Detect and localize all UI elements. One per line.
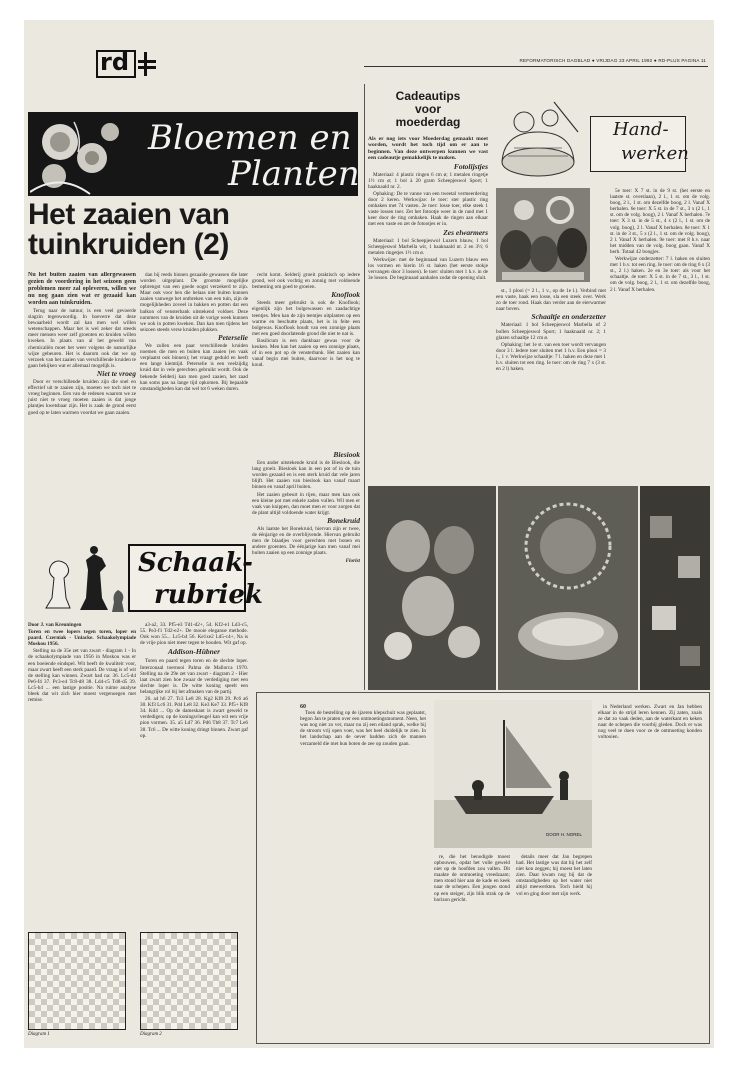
handwerken-text: 5e toer: X 7 st. in de 9 st. (het eerste en laatste st. overslaan), 2 l., 1 st. om de volg. boog, 2 l., 1 st. om dezelfde boog, 2 l. Vanaf X herhalen. 6e toer: X 5 st. in de 7 st., 3 x (2 l., 1 st. om de volg. boog), 2 l. Vanaf X herhalen. 7e toer: X 3 st. in de 5 st., 4 x (2 l., 1 st. om de volg. boog), 2 l. Vanaf X herhalen. 8e toer: X 1 st. in de 3 st., 5 x (2 l., 1 st. om de volg. boog), 2 l. Vanaf X herhalen. 9e toer: met 8 h.v. naar het midden van de volg. boog gaan. Vanaf X herh. Totaal 42 boogjes. xyxy=(610,188,710,255)
subhead-fotolijstjes: Fotolijstjes xyxy=(453,161,488,171)
kruiden-col2-text: dan bij reeds binnen gezaaide gewassen die later worden uitgeplant. De grootste mogelijke opbrengst van een goede oogst verzekerd te zijn. Maar ook voor hen die helaas niet buiten kunnen zaaien vanwege het ontbreken van een tuin, zijn de mogelijkheden zoveel in bakken en potten dat een balkon of vensterbank uitstekend voldoet. Deze nummers van de kruiden uit de vorige week kunnen we ook in potten kweken. Dan kan men tijdens het seizoen steeds verse kruiden plukken. xyxy=(140,272,248,333)
story-number: 60 xyxy=(300,704,306,710)
schaak-title-1: Schaak- xyxy=(138,548,253,578)
story-col1-text: Toen de bestelling op de ijzeren klepschuit was geplaatst, begon Jan te praten over een ontmoetingsmoment. Neen, het was nog niet zo ver, maar nu zij een eiland sprak, welke bij de stroom vrij open voer, was het heel duidelijk te zien. In het landschap aan de oever hadden zich de mannen verzameld die met hun boten de zee op zouden gaan. xyxy=(300,710,426,747)
cadeautips-right-text: st., 1 plooi (= 2 l., 1 v., op de 1e l.). Verbind met een vaste, haak een losse, sla een steek over. Werk zo de toer rond. Haak dan verder aan de eierwarmer naar boven. xyxy=(496,288,606,313)
story-col-2 xyxy=(434,854,510,1034)
schaak-col3-text: 26. a4 h6 27. Tc3 Le8 28. Kg2 Kf8 29. Pc6 a6 30. Kf3 Lc6 31. Pd4 Le8 32. Ke3 Ke7 33. Pf5+ Kf8 34. Kd4 ... Op de dameskant is zwart geweld te verdedigen; op de koningsvleugel kan wit een vrije pion vormen. 35. a5 Ld7 36. Pd6 Tb8 37. Tc7 Le6 38. Tc6 ... De witte koning dringt binnen. Zwart gaf op. xyxy=(140,696,248,739)
story-col-1 xyxy=(300,704,426,1034)
bloemen-banner xyxy=(28,112,358,196)
kruiden-author: Florist xyxy=(345,557,360,564)
cadeautips-intro: Als er nog iets voor Moederdag gemaakt moet worden, wordt het toch tijd om er aan te beginnen. Van deze ontwerpen kunnen we vast een cadeautje gemakkelijk te maken. xyxy=(368,136,488,162)
issue-date: VRIJDAG 23 APRIL 1992 xyxy=(596,58,653,63)
schaak-col-2 xyxy=(140,622,248,928)
rd-logo xyxy=(96,46,156,82)
logo-text: rd xyxy=(100,48,130,76)
craft-photo xyxy=(496,188,590,282)
schaak-col-1 xyxy=(28,622,136,928)
kruiden-col3b-text: Steeds meer gebruikt is ook de Knoflook; eigenlijk zijn het bolgewassen en zaadachtige teentjes. Men kan de zijn teentjes uitplanten op een warme en beschutte plaats, het is in feite een bolgewas. Knoflook houdt van een zonnige plaats met een goed doorlatende grond die niet te nat is. xyxy=(252,300,360,337)
kruiden-col3c-text: Basilicum is een dankbaar gewas voor de keuken. Men kan het zaaien op een zonnige plaats, of in een pot op de vensterbank. Het zaaien kan vanaf begin mei buiten, daarvoor is het nog te koud. xyxy=(252,337,360,369)
chess-pieces-icon xyxy=(28,538,128,618)
cadeautips-col-2 xyxy=(496,288,606,484)
werkwijze-3: Ophaking: het 1e st. van een toer wordt vervangen door 3 l. Iedere toer sluiten met 1 h.v. Een plooi = 3 l., 1 v. Werkwijze schaaltje: 7 l. haken en deze met 1 h.v. sluiten tot een ring. Ie toer: om de ring 7 x (3 st. en 2 l) haken. xyxy=(496,341,606,373)
cadeautips-title-1: Cadeautips xyxy=(395,89,461,103)
crochet-bowl-illustration xyxy=(498,486,638,690)
cozy-photo xyxy=(368,486,496,690)
column-divider xyxy=(364,84,365,690)
chess-diagram-1 xyxy=(28,932,126,1030)
handwerken-banner xyxy=(494,92,708,192)
kruiden-col4c-text: Als laatste het Bonekruid, hiervan zijn er twee, de éénjarige en de overblijvende. Hiervan gebruikt men de blaadjes voor gerechten met bonen en andere groenten. De éénjarige kan men vanaf mei buiten zaaien op een zonnige plaats. xyxy=(252,526,360,557)
handwerken-title-1: Hand- xyxy=(613,119,669,140)
craft-items-illustration xyxy=(496,188,590,282)
cadeautips-col-1 xyxy=(368,136,488,442)
schaak-byline: Door J. van Kreuningen xyxy=(28,622,82,628)
subhead-bonekruid: Bonekruid xyxy=(327,515,360,525)
blocks-illustration xyxy=(640,486,710,690)
bowl-photo xyxy=(498,486,638,690)
flower-illustration xyxy=(30,112,130,196)
materiaal-3: Materiaal: 1 bol Scheepjeswol Marbella of 2 bollen Scheepjeswol Sport; 1 haaknaald nr. 2; 1 glazen schaaltje 12 cm ø. xyxy=(496,322,606,341)
story-artist: DOOR H. NOREL xyxy=(546,832,583,837)
handwerken-title xyxy=(590,116,689,172)
subhead-elwarmers: Zes elwarmers xyxy=(443,227,488,237)
story-col-4 xyxy=(598,704,702,1034)
newspaper-page xyxy=(24,20,714,1048)
blocks-photo xyxy=(640,486,710,690)
schaak-subline: Toren en twee lopers tegen toren, loper en paard. Czerniak - Uniacke. Schaakolympiade Moskou 1956. xyxy=(28,629,136,648)
cadeautips-title-3: moederdag xyxy=(395,115,461,129)
kruiden-col-1 xyxy=(28,272,136,478)
basket-illustration xyxy=(494,92,584,192)
kruiden-col-4 xyxy=(252,450,360,680)
bloemen-title-2: Planten xyxy=(228,154,360,194)
subhead-niet-te-vroeg: Niet te vroeg xyxy=(96,368,136,378)
materiaal-2: Materiaal: 1 bol Scheepjeswol Luzern blauw, 1 bol Scheepjeswol Marbella wit, 1 haaknaald nr. 2 en 3½; 6 metalen ringetjes 1½ cm ø. xyxy=(368,237,488,256)
story-col3-text: details meer dat Jan begrepen had. Het lastige was dat hij het zelf niet kon zeggen; hij moest het laten zien. Daar kwam nog bij dat de omstandigheden op het water niet altijd meewerkten. Toch hield hij vol en ging door met zijn werk. xyxy=(516,854,592,897)
kruiden-col1-text: Terug naar de natuur, is een veel gevoerde slagzin tegenwoordig. In hoeverre dat deze bewaarheid wordt zal kan men wel willen wetenschappen. Maar het is wel zeker dat steeds meer mensen weer zelf groenten en kruiden willen kweken. In plaats van al het geweld van chemicaliën moet het weer volgens de natuurlijke wijze gebeuren. Het is daarom ook dat we op verzoek van het zaaien van verschillende kruiden te gaan bekijken wat er allemaal mogelijk is. xyxy=(28,308,136,369)
cadeautips-title-2: voor xyxy=(414,102,441,116)
handwerken-title-2: werken xyxy=(621,143,689,164)
diagram-2-label: Diagram 2 xyxy=(140,1032,162,1037)
handwerken-onderzetter: Werkwijze onderzetter: 7 l. haken en sluiten met 1 h.v. tot een ring. Ie toer: om de ring 6 x (3 st., 2 l.) haken. 2e en 3e toer: als voor het schaaltje. 4e toer: X 5 st. in de 7 st., 3 l., 1 st. om de volg. boog, 2 l., 1 st. om dezelfde boog, 2 l. Vanaf X herhalen. xyxy=(610,256,710,293)
diagram-1-label: Diagram 1 xyxy=(28,1032,50,1037)
cadeautips-title xyxy=(368,90,488,129)
schaak-col1-text: Stelling na de 35e zet van zwart - diagram 1 - In de schaakolympiade van 1956 in Moskou was er een boeiende eindspel. Wit heeft de kwaliteit voor, maar zwart heeft een sterk paard. De vraag is of wit de stelling kan winnen. Zwart had na: 36. Lc5-d4 Pe6-f4 37. Pc3-e4 Tc8-d8 38. Ld4-c5 Td8-d5 39. Lc5-b4 ... een lastige positie. Na ruime analyse bleek dat wit zich hier moest vergenoegen met remise. xyxy=(28,648,136,704)
story-illustration xyxy=(434,700,592,848)
page-label: RD-PLUS PAGINA 11 xyxy=(658,58,706,63)
kruiden-col2b-text: We zullen een paar verschillende kruiden noemen die men en buiten kan zaaien (en vaak verplaatst ook binnen); het vraagt geduld en heeft een lange kiemtijd. Peterselie is een veelzijdig kruid dat in vele gerechten gebruikt wordt. Ook de bekende Selderij kan men goed zaaien, het zaad kan soms pas na lange tijd opkomen. Bij bepaalde omstandigheden kan dat wel tot 6 weken duren. xyxy=(140,343,248,392)
subhead-peterselie: Peterselie xyxy=(218,332,248,342)
kruiden-col-2 xyxy=(140,272,248,534)
newspaper-name: REFORMATORISCH DAGBLAD xyxy=(519,58,591,63)
kruiden-headline: Het zaaien van tuinkruiden (2) xyxy=(28,198,230,261)
schaak-title xyxy=(128,544,263,612)
subhead-knoflook: Knoflook xyxy=(331,290,360,300)
story-col2-text: re, die het benodigde moest opbouwen, opdat het volle geweld niet op de hoofden zou vallen. Dit maakte de ontmoeting vreedzaam; men stond hier aan de kade en keek naar de schepen. Een jongen stond op een steiger, zijn blik strak op de horizon gericht. xyxy=(434,854,510,903)
kruiden-col1b-text: Door er verschillende kruiden zijn die snel en effectief uit te zaaien zijn, moeten we toch niet te vroeg beginnen. Een van de redenen waarom we ze juist niet te vroeg moeten zaaien is dat jonge plantjes kwetsbaar zijn. Het is zaak de grond eerst goed op te laten warmen voordat we gaan zaaien. xyxy=(28,379,136,416)
handwerken-col xyxy=(610,188,710,484)
subhead-addison: Addison-Hübner xyxy=(167,647,221,657)
masthead-line: REFORMATORISCH DAGBLAD ● VRIJDAG 23 APRIL 1992 ● RD-PLUS PAGINA 11 xyxy=(519,58,706,63)
materiaal-1: Materiaal: 4 plastic ringen 6 cm ø; 1 metalen ringetje 1½ cm ø; 1 bol à 20 gram Scheepjeswol Sport; 1 haaknaald nr. 2. xyxy=(368,171,488,190)
subhead-biesiook: Biesiook xyxy=(333,450,360,459)
story-col-3 xyxy=(516,854,592,1034)
kruiden-col3-text: recht komt. Selderij groeit praktisch op iedere grond, wel ook vochtig en zonnig met voldoende bemesting om goed te groeien. xyxy=(252,272,360,291)
bloemen-title-1: Bloemen en xyxy=(148,118,352,158)
masthead-rule xyxy=(364,66,708,67)
kruiden-col4b-text: Het zaaien gebeurt in rijen, maar men kan ook een kleine pot met enkele zaden vullen. Wil men er vaak van knippen, dan moet men er voor zorgen dat de plant altijd voldoende water krijgt. xyxy=(252,491,360,516)
schaak-col2b-text: Toren en paard tegen toren en de slechte loper. Interzonaal toernooi Palma de Mallorca 1970. Stelling na de 29e zet van zwart - diagram 2 - Hier laat zwart zien hoe zwaar de verdediging met een slechte loper is. De witte koning speelt een belangrijke rol bij het afmaken van de partij. xyxy=(140,658,248,695)
schaak-col2-text: a3-a2, 33. Pf5-e3 Td1-d2+, 54. Kf2-e1 Ld3-c5, 55. Pe3-f1 Td2-e2+. De mooie eleganue methode. Ook won 55... Lc5-b4 56. Ke1xe2 Ld5-c4+, Na is de vrije pion niet meer tegen te houden. Wit gaf op. xyxy=(140,622,248,647)
kruiden-intro: Nu het buiten zaaien van allergewassen gezien de voordering in het seizoen geen problemen meer zal opleveren, willen we nu nog gaan zien wat er gezaaid kan worden aan tuinkruiden. xyxy=(28,272,136,306)
kruiden-col4a-text: Een ander uitstekende kruid is de Bieslook, die lang groeit. Bieslook kan in een pot of in de tuin worden gezaaid en is een sterk kruid dat vele jaren blijft. Het zaaien van bieslook kan vanaf maart binnen en vanaf april buiten. xyxy=(252,460,360,491)
werkwijze-1: Ophaking: De te vanne van een tweetal vermeerdering door 2 keren. Werkwijze: Ie toer: ster plastic ring omhaken met 74 vasten. 2e toer: losse toer, elke steek 1 vaste lossen toer. Zet het fotootje weer in de rand met 1 keer door de ring omhaken. Haak de ringen aan elkaar met een vaste en zet de fotootjes er in. xyxy=(368,191,488,228)
werkwijze-2: Werkwijze: met de beginnaad van Luzern blauw een los vormen en hierin 16 st. haken (het eerste stokje vervangen door 3 lossen). Ie toer: sluiten met 1 h.v. in de 3e lossen. De beginnaad aanhalen zodat de opening sluit. xyxy=(368,256,488,282)
boat-scene-illustration xyxy=(434,700,592,848)
schaak-banner xyxy=(28,538,263,618)
egg-warmers-illustration xyxy=(368,486,496,690)
subhead-schaaltje: Schaaltje en onderzetter xyxy=(531,312,606,322)
story-col4-text: in Nederland werken. Zwart en Jan hebben elkaar in de strijd leren kennen. Zij zaten, zoals ze dat zo vaak deden, aan de waterkant en keken naar de schepen die voorbij gleden. Doch er was nog veel te doen voor ze de ontmoeting konden voltooien. xyxy=(598,704,702,741)
chess-diagram-2 xyxy=(140,932,238,1030)
schaak-title-2: rubriek xyxy=(154,580,263,610)
